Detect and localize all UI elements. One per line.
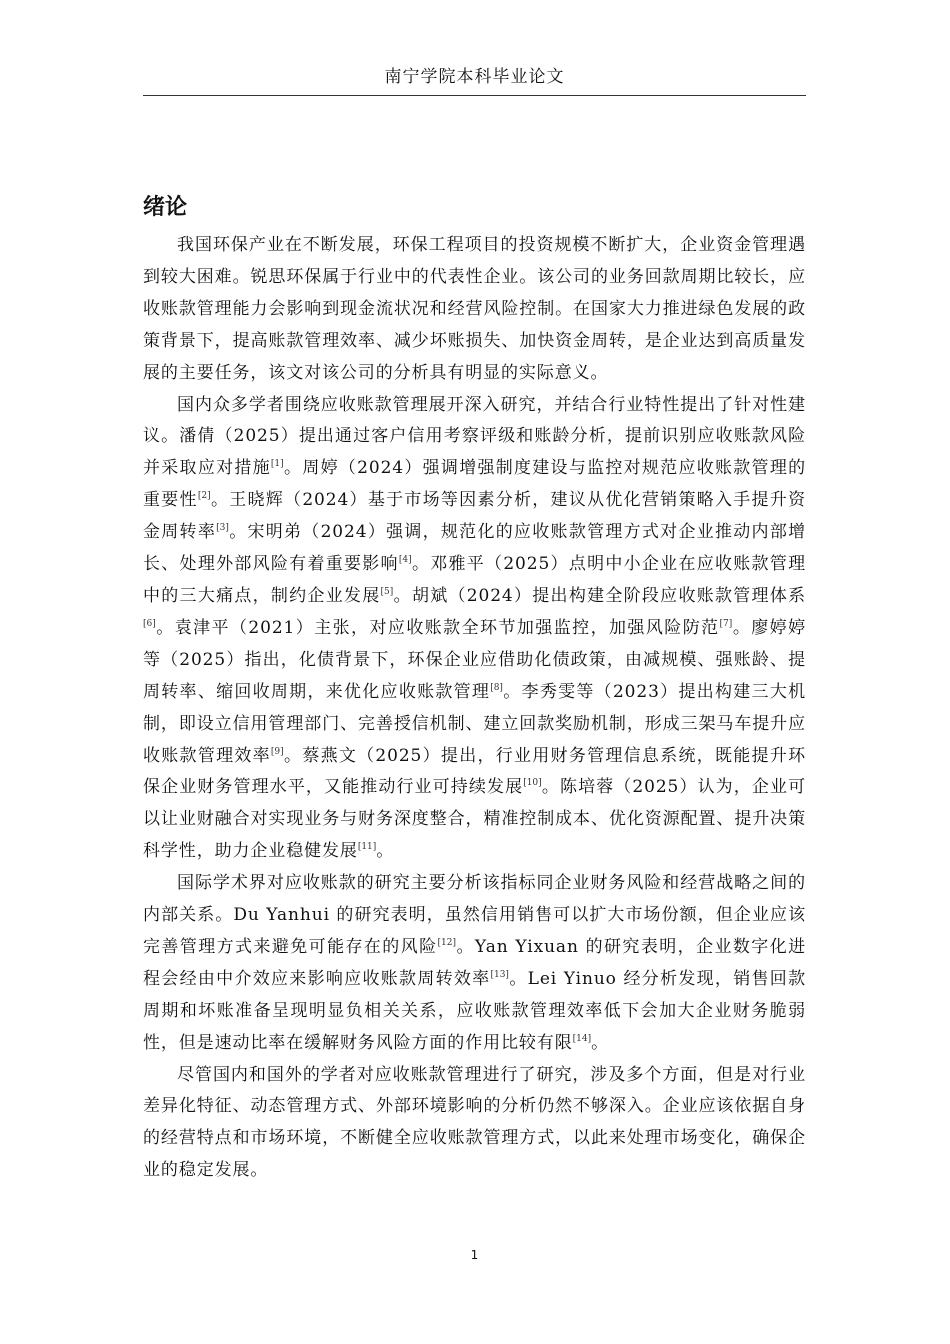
paragraph-text: 。廖婷婷等（2025）指出，化债背景下，环保企业应借助化债政策，由减规模、强账龄、提周转率、缩回收周期，来优化应收账款管理 bbox=[143, 617, 806, 702]
citation-marker: [5] bbox=[380, 586, 394, 597]
header-rule bbox=[143, 95, 806, 96]
running-header: 南宁学院本科毕业论文 bbox=[384, 67, 565, 87]
citation-marker: [4] bbox=[398, 555, 412, 566]
paragraph bbox=[143, 390, 806, 869]
paragraph-text: 国际学术界对应收账款的研究主要分析该指标同企业财务风险和经营战略之间的内部关系。Du Yanhui 的研究表明，虽然信用销售可以扩大市场份额，但企业应该完善管理方式来避免可能存在的风险 bbox=[143, 873, 806, 957]
citation-marker: [9] bbox=[270, 746, 284, 757]
paragraph-text: 。Yan Yixuan 的研究表明，企业数字化进程会经由中介效应来影响应收账款周转效率 bbox=[143, 936, 807, 989]
paragraph-text: 。宋明弟（2024）强调，规范化的应收账款管理方式对企业推动内部增长、处理外部风险有着重要影响 bbox=[143, 522, 806, 575]
paragraph bbox=[143, 868, 806, 1059]
citation-marker: [1] bbox=[270, 459, 284, 470]
citation-marker: [6] bbox=[143, 618, 156, 629]
paragraph-text: 我国环保产业在不断发展，环保工程项目的投资规模不断扩大，企业资金管理遇到较大困难。锐思环保属于行业中的代表性企业。该公司的业务回款周期比较长，应收账款管理能力会影响到现金流状况和经营风险控制。在国家大力推进绿色发展的政策背景下，提高账款管理效率、减少坏账损失、加快资金周转，是企业达到高质量发展的主要任务，该文对该公司的分析具有明显的实际意义。 bbox=[143, 235, 806, 383]
paragraph-text: 。胡斌（2024）提出构建全阶段应收账款管理体系 bbox=[393, 585, 806, 606]
body-text bbox=[143, 230, 806, 1187]
paragraph-text: 尽管国内和国外的学者对应收账款管理进行了研究，涉及多个方面，但是对行业差异化特征、动态管理方式、外部环境影响的分析仍然不够深入。企业应该依据自身的经营特点和市场环境，不断健全应收账款管理方式，以此来处理市场变化，确保企业的稳定发展。 bbox=[143, 1064, 806, 1181]
citation-marker: [11] bbox=[357, 842, 377, 853]
citation-marker: [8] bbox=[490, 682, 503, 693]
paragraph-text: 国内众多学者围绕应收账款管理展开深入研究，并结合行业特性提出了针对性建议。潘倩（2025）提出通过客户信用考察评级和账龄分析，提前识别应收账款风险并采取应对措施 bbox=[143, 394, 806, 479]
paragraph bbox=[143, 1060, 806, 1188]
paragraph-text: 。蔡燕文（2025）提出，行业用财务管理信息系统，既能提升环保企业财务管理水平，又能推动行业可持续发展 bbox=[143, 745, 806, 798]
paragraph-text: 。邓雅平（2025）点明中小企业在应收账款管理中的三大痛点，制约企业发展 bbox=[143, 554, 806, 606]
section-title: 绪论 bbox=[143, 195, 188, 220]
page-number: 1 bbox=[470, 1248, 479, 1262]
paragraph-text: 。李秀雯等（2023）提出构建三大机制，即设立信用管理部门、完善授信机制、建立回款奖励机制，形成三架马车提升应收账款管理效率 bbox=[143, 681, 806, 766]
citation-marker: [3] bbox=[216, 523, 229, 534]
citation-marker: [2] bbox=[197, 491, 211, 502]
citation-marker: [13] bbox=[490, 969, 509, 980]
paragraph-text: 。 bbox=[376, 841, 395, 862]
citation-marker: [7] bbox=[719, 618, 733, 629]
paragraph-text: 。王晓辉（2024）基于市场等因素分析，建议从优化营销策略入手提升资金周转率 bbox=[143, 490, 806, 543]
paragraph-text: 。Lei Yinuo 经分析发现，销售回款周期和坏账准备呈现明显负相关关系，应收账款管理效率低下会加大企业财务脆弱性，但是速动比率在缓解财务风险方面的作用比较有限 bbox=[143, 968, 806, 1053]
paragraph-text: 。陈培蓉（2025）认为，企业可以让业财融合对实现业务与财务深度整合，精准控制成本、优化资源配置、提升决策科学性，助力企业稳健发展 bbox=[143, 777, 806, 862]
citation-marker: [12] bbox=[437, 937, 457, 948]
paragraph bbox=[143, 230, 806, 390]
citation-marker: [14] bbox=[572, 1033, 592, 1044]
citation-marker: [10] bbox=[523, 778, 542, 789]
paragraph-text: 。 bbox=[591, 1032, 609, 1053]
paragraph-text: 。袁津平（2021）主张，对应收账款全环节加强监控，加强风险防范 bbox=[155, 617, 720, 638]
paragraph-text: 。周婷（2024）强调增强制度建设与监控对规范应收账款管理的重要性 bbox=[143, 458, 806, 511]
